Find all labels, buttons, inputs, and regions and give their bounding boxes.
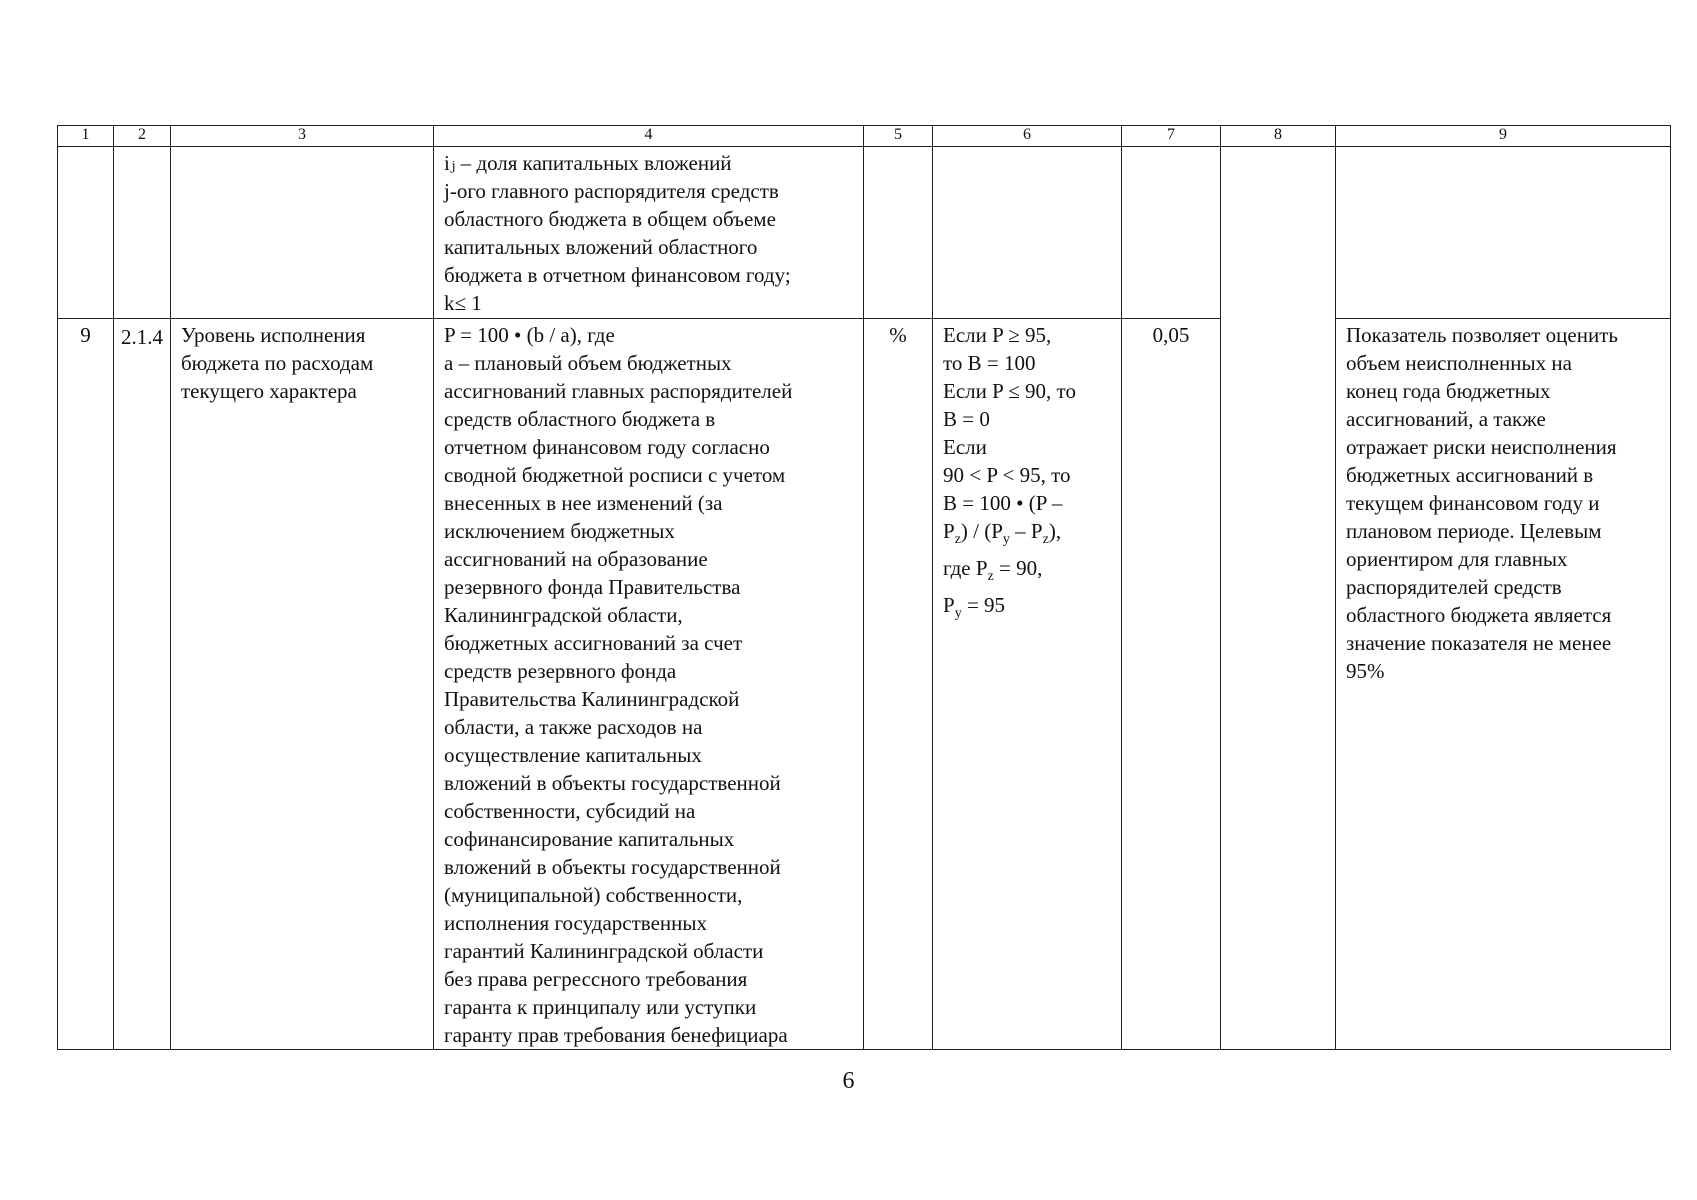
indicator-table [57,125,1671,1050]
text-line: Если [943,435,987,459]
text-line: вложений в объекты государственной [444,771,781,795]
text-line: распорядителей средств [1346,575,1562,599]
text-line: без права регрессного требования [444,967,748,991]
table-row-9 [58,319,1671,1050]
cell-col8 [1221,147,1336,1050]
header-cell: 1 [58,126,114,147]
text-line: гаранта к принципалу или уступки [444,995,757,1019]
text-line: Показатель позволяет оценить [1346,323,1618,347]
page-number: 6 [842,1068,855,1094]
text-line: ориентиром для главных [1346,547,1568,571]
text-line: 95% [1346,659,1385,683]
cell-num [58,147,114,319]
text-line: $P_z) / (P_y - P_z)$, [943,519,1062,548]
table-header-row [58,126,1671,147]
text-line: Если P ≥ 95, [943,323,1052,347]
text-line: текущем финансовом году и [1346,491,1600,515]
formula-text [434,319,863,1049]
text-line: (муниципальной) собственности, [444,883,743,907]
cell-formula-continued [434,147,864,319]
score-rule [933,319,1122,1050]
text-line: средств резервного фонда [444,659,677,683]
comment-cell [1336,319,1671,1050]
text-line: Правительства Калининградской [444,687,740,711]
header-cell: 9 [1336,126,1671,147]
header-cell: 6 [933,126,1122,147]
text-line: отражает риски неисполнения [1346,435,1617,459]
text-line: текущего характера [181,379,357,403]
text-line: B = 0 [943,407,990,431]
text-line: 90 < P < 95, то [943,463,1071,487]
indicator-formula [434,319,864,1050]
text-line: средств областного бюджета в [444,407,716,431]
header-cell: 3 [171,126,434,147]
header-cell: 8 [1221,126,1336,147]
text-line: областного бюджета является [1346,603,1612,627]
text-line: исполнения государственных [444,911,707,935]
text-line: резервного фонда Правительства [444,575,741,599]
text-line: P = 100 • (b / a), где [444,323,615,347]
header-cell: 4 [434,126,864,147]
text-line: софинансирование капитальных [444,827,735,851]
indicator-name [171,319,434,1050]
text-line: j-ого главного распорядителя средств [444,179,779,203]
text-line: собственности, субсидий на [444,799,696,823]
cell-weight [1122,147,1221,319]
row-code: 2.1.4 [114,319,171,1050]
comment-text [1336,319,1670,685]
text-line: a – плановый объем бюджетных [444,351,732,375]
weight-cell: 0,05 [1122,319,1221,1050]
header-cell: 2 [114,126,171,147]
indicator-name-text [171,319,433,405]
text-line: ассигнований главных распорядителей [444,379,793,403]
text-line: Уровень исполнения [181,323,366,347]
text-line: Калининградской области, [444,603,683,627]
text-line: вложений в объекты государственной [444,855,781,879]
text-line: Если P ≤ 90, то [943,379,1076,403]
text-line: гаранту прав требования бенефициара [444,1023,788,1047]
text-line: областного бюджета в общем объеме [444,207,776,231]
text-line: отчетном финансовом году согласно [444,435,770,459]
formula-continued-text [434,147,863,317]
cell-unit [864,147,933,319]
header-cell: 7 [1122,126,1221,147]
text-line: B = 100 • (P – [943,491,1063,515]
unit-cell: % [864,319,933,1050]
text-line: $P_y = 95$ [943,593,1006,622]
text-line: где $P_z = 90$, [943,556,1043,585]
text-line: области, а также расходов на [444,715,703,739]
text-line: ассигнований на образование [444,547,708,571]
text-line: бюджета в отчетном финансовом году; [444,263,791,287]
score-rule-text [933,319,1121,629]
cell-name [171,147,434,319]
row-number: 9 [58,319,114,1050]
text-line: объем неисполненных на [1346,351,1572,375]
text-line: капитальных вложений областного [444,235,758,259]
text-line: значение показателя не менее [1346,631,1612,655]
text-line: внесенных в нее изменений (за [444,491,723,515]
text-line: бюджетных ассигнований за счет [444,631,743,655]
text-line: плановом периоде. Целевым [1346,519,1602,543]
text-line: гарантий Калининградской области [444,939,764,963]
text-line: осуществление капитальных [444,743,702,767]
cell-code [114,147,171,319]
text-line: iⱼ – доля капитальных вложений [444,151,732,175]
text-line: то B = 100 [943,351,1036,375]
text-line: ассигнований, а также [1346,407,1546,431]
text-line: бюджета по расходам [181,351,374,375]
cell-comment [1336,147,1671,319]
text-line: исключением бюджетных [444,519,675,543]
text-line: k≤ 1 [444,291,482,315]
text-line: сводной бюджетной росписи с учетом [444,463,786,487]
cell-score [933,147,1122,319]
text-line: конец года бюджетных [1346,379,1551,403]
table-row-continued [58,147,1671,319]
text-line: бюджетных ассигнований в [1346,463,1594,487]
header-cell: 5 [864,126,933,147]
